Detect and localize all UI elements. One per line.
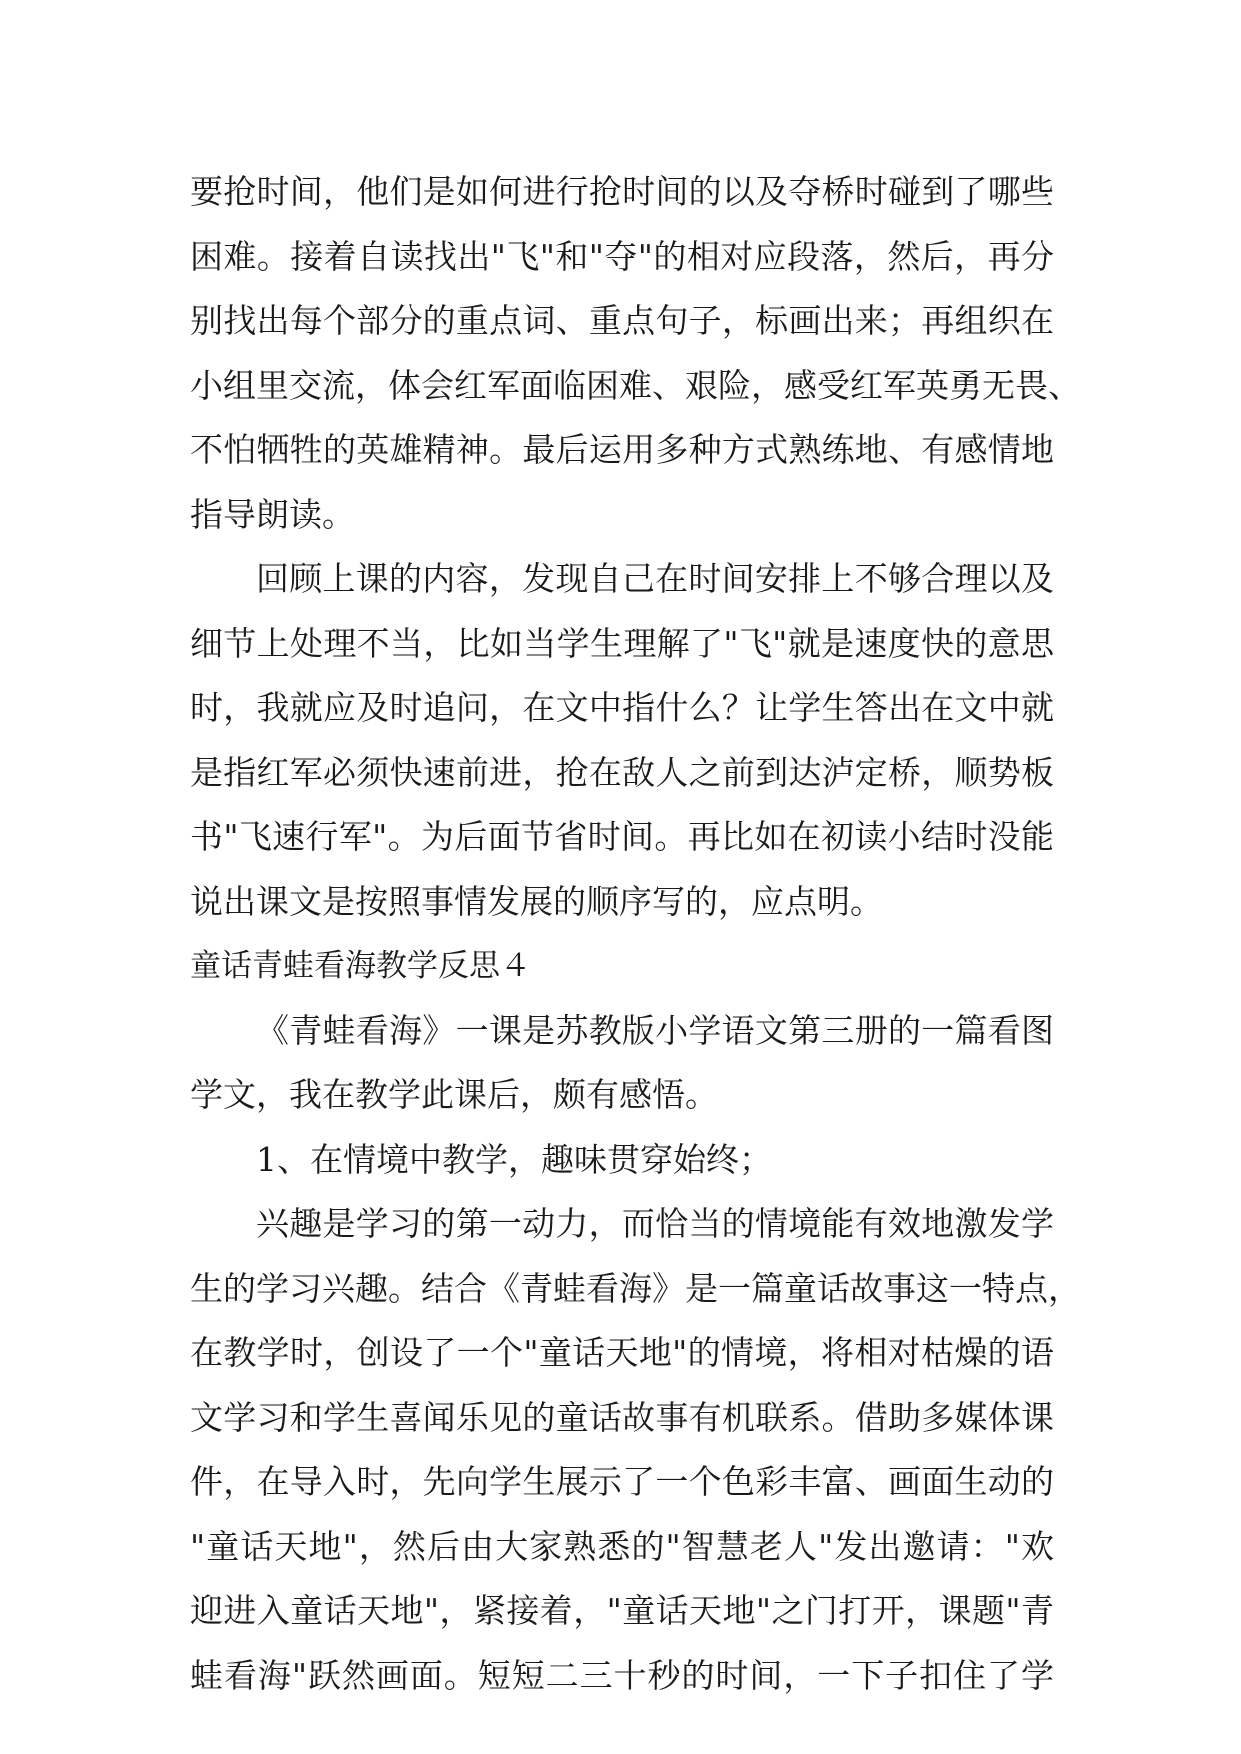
text-line: 1、在情境中教学，趣味贯穿始终； [256,1139,772,1179]
text-line: 迎进入童话天地"，紧接着，"童话天地"之门打开，课题"青 [190,1591,1054,1630]
text-line: 兴趣是学习的第一动力，而恰当的情境能有效地激发学 [256,1204,1054,1243]
text-line: 生的学习兴趣。结合《青蛙看海》是一篇童话故事这一特点， [190,1268,1081,1308]
text-line: 别找出每个部分的重点词、重点句子，标画出来；再组织在 [190,301,1054,340]
text-line: 在教学时，创设了一个"童话天地"的情境，将相对枯燥的语 [190,1333,1054,1372]
text-line: 困难。接着自读找出"飞"和"夺"的相对应段落，然后，再分 [190,236,1054,276]
text-line: 《青蛙看海》一课是苏教版小学语文第三册的一篇看图 [256,1010,1054,1050]
text-line: 细节上处理不当，比如当学生理解了"飞"就是速度快的意思 [190,623,1054,663]
text-line: 是指红军必须快速前进，抢在敌人之前到达泸定桥，顺势板 [190,752,1054,792]
text-line: 小组里交流，体会红军面临困难、艰险，感受红军英勇无畏、 [190,365,1081,405]
document-body [190,160,1081,1708]
text-line: 回顾上课的内容，发现自己在时间安排上不够合理以及 [256,559,1054,598]
text-line: 不怕牺牲的英雄精神。最后运用多种方式熟练地、有感情地 [190,430,1054,469]
text-line: 说出课文是按照事情发展的顺序写的，应点明。 [190,881,883,921]
text-line: 文学习和学生喜闻乐见的童话故事有机联系。借助多媒体课 [190,1397,1054,1437]
text-line: 书"飞速行军"。为后面节省时间。再比如在初读小结时没能 [190,817,1054,856]
section-heading: 童话青蛙看海教学反思４ [190,948,531,984]
text-line: 时，我就应及时追问，在文中指什么？让学生答出在文中就 [190,688,1054,727]
text-line: 件，在导入时，先向学生展示了一个色彩丰富、画面生动的 [190,1462,1054,1501]
text-line: 指导朗读。 [190,494,355,534]
text-line: "童话天地"，然后由大家熟悉的"智慧老人"发出邀请："欢 [190,1526,1054,1566]
text-line: 学文，我在教学此课后，颇有感悟。 [190,1075,718,1114]
text-line: 要抢时间，他们是如何进行抢时间的以及夺桥时碰到了哪些 [190,172,1054,211]
text-line: 蛙看海"跃然画面。短短二三十秒的时间，一下子扣住了学 [190,1655,1054,1695]
